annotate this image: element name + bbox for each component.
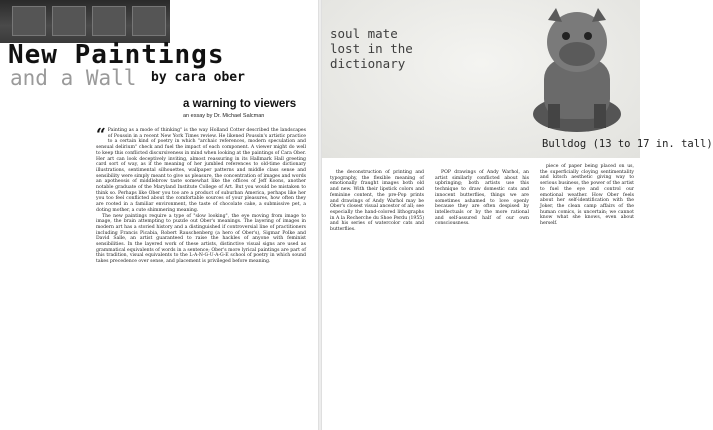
byline: by cara ober	[151, 70, 245, 85]
window-pane	[12, 6, 46, 36]
right-page	[322, 0, 713, 430]
drop-quote-mark: “	[96, 125, 106, 145]
artwork-caption: Bulldog (13 to 17 in. tall)	[542, 138, 713, 150]
article-title-line2: and a Wall	[10, 66, 137, 90]
artwork-photo	[322, 0, 713, 158]
bulldog-sculpture	[522, 4, 632, 136]
paragraph: piece of paper being placed on us, the superficially cloying sentimentality and kitsch aesthetic giving way to serious business, the power of the artist to fuel the eye and control our emotional weather. How Ober feels about her self-identification with the Joker, the clean camp affairs of the human comics, is uncertain; we cannot know what she knows, even about herself.	[540, 164, 634, 227]
paragraph: POP drawings of Andy Warhol, an artist similarly conflicted about his upbringing; both artists use this technique to draw domestic cats and innocent butterflies, things we are sometimes ashamed to love openly because they are often despised by intellectuals or by the more rational and self-assured half of our own consciousness.	[435, 170, 529, 227]
left-column	[96, 125, 306, 265]
paragraph: The new paintings require a type of "slow looking", the eye moving from image to image, the brain attempting to puzzle out Ober's meanings. The layering of images in modern art has a storied history and a distinguished if controversial line of practitioners including Francis Picabia, Robert Rauschenberg (a hero of Ober's), Sigmar Polke and David Salle, an artist guaranteed to raise the hackles of anyone with feminist sensibilities. In the layered work of these artists, distinctive visual signs are used as grammatical equivalents of words in a sentence; Ober's more lyrical paintings are part of this tradition, visual equivalents to the L-A-N-G-U-A-G-E school of poetry in which sound takes precedence over sense, and placement is privileged before meaning.	[96, 213, 306, 265]
paragraph: “ Painting as a mode of thinking" is the way Holland Cotter described the landscapes of Poussin in a recent New York Times review. He likened Poussin's artistic practice to a certain kind of poetry in which "archaic references, modern speculation and sensual delirium" check and fuel the impact of each component. A viewer might do well to keep this conflicted discursiveness in mind when looking at the paintings of Cara Ober. Her art can look deceptively inviting, almost reassuring in its Hallmark Hall greeting card sort of way, as if the meaning of her jumbled references to old-time dictionary illustrations, sentimental silhouettes, wallpaper patterns and middle class sense and sensibility were simply meant to give us pleasure, the concentration of images and words an apotheosis of middlebrow taste somewhat like the offices of Jeff Koons, another notable graduate of the Maryland Institute College of Art. But you would be mistaken to think so. Perhaps like Ober you too are a product of suburban America, perhaps like her you too feel conflicted about the comfortable sources of your pleasures, how often they are rooted in a familiar environment, the taste of chocolate cake, a submissive pet, a doting mother, a cute shimmering meaning.	[96, 125, 306, 213]
window-pane	[92, 6, 126, 36]
subhead: a warning to viewers	[183, 98, 297, 110]
stencil-text: soul mate lost in the dictionary	[330, 26, 413, 71]
window-pane	[132, 6, 166, 36]
article-title: New Paintings	[8, 40, 225, 70]
right-column-1	[330, 170, 424, 233]
right-column-3	[540, 164, 634, 227]
paragraph: the deconstruction of printing and typography, the flexible meaning of emotionally fraught images both old and new. With their lipstick colors and feminine content, the pre-Pop prints and drawings of Andy Warhol may be Ober's closest visual ancestor of all; see especially the hand-colored lithographs in A la Recherche du Shoe Perdu (1955) and his series of watercolor cats and butterflies.	[330, 170, 424, 233]
window-pane	[52, 6, 86, 36]
header-photo	[0, 0, 170, 43]
right-column-2	[435, 170, 529, 227]
left-page	[0, 0, 318, 430]
essay-author: an essay by Dr. Michael Salcman	[183, 113, 265, 119]
